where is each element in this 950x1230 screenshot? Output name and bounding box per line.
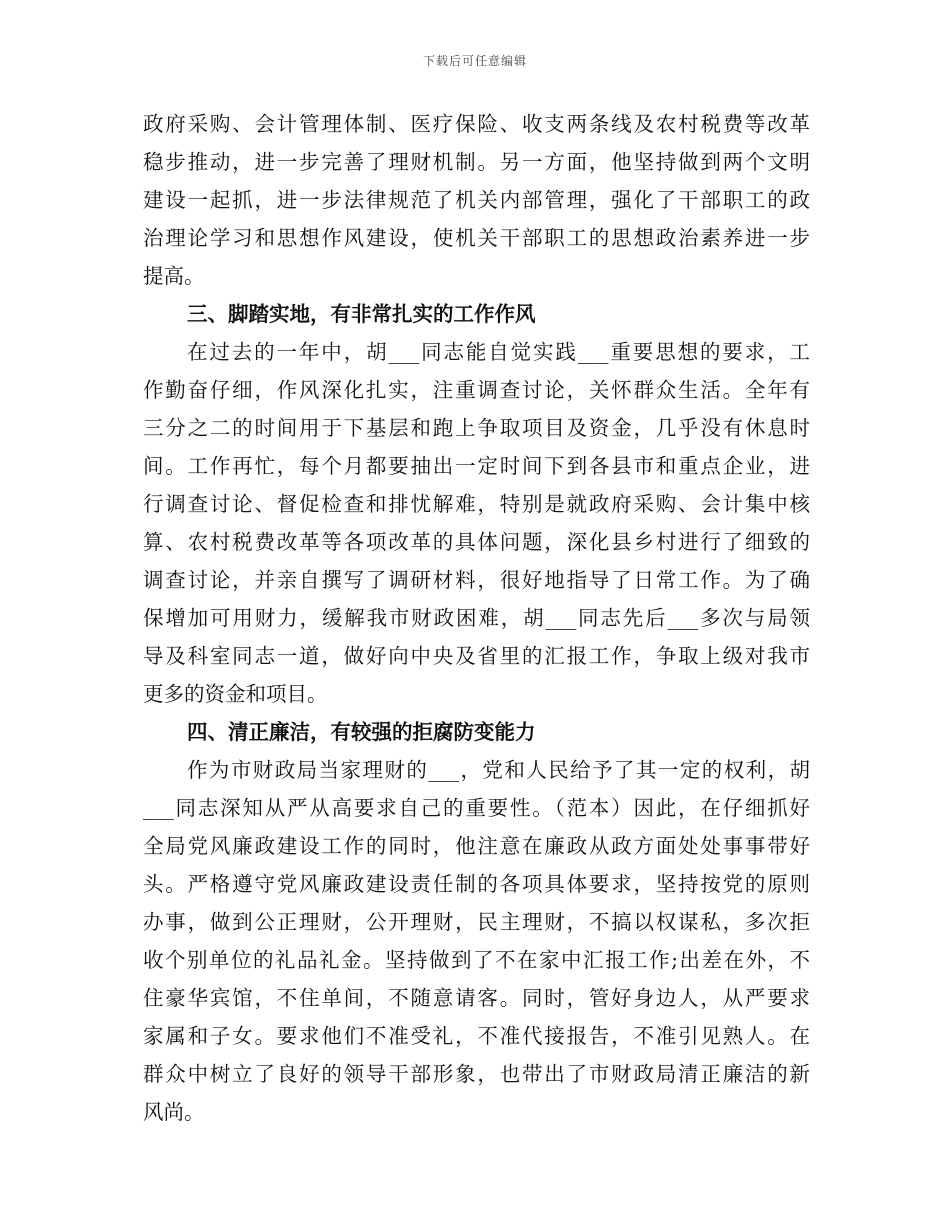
paragraph-line: 治理论学习和思想作风建设，使机关干部职工的思想政治素养进一步	[143, 226, 810, 250]
paragraph-line: 头。严格遵守党风廉政建设责任制的各项具体要求，坚持按党的原则	[143, 872, 810, 896]
paragraph-line: 三分之二的时间用于下基层和跑上争取项目及资金，几乎没有休息时	[143, 416, 810, 440]
page-header: 下载后可任意编辑	[422, 54, 527, 68]
paragraph-line: 住豪华宾馆，不住单间，不随意请客。同时，管好身边人，从严要求	[143, 986, 810, 1010]
paragraph-line: 间。工作再忙，每个月都要抽出一定时间下到各县市和重点企业，进	[143, 454, 810, 478]
paragraph-line: 收个别单位的礼品礼金。坚持做到了不在家中汇报工作;出差在外，不	[143, 948, 810, 972]
paragraph-line: 作为市财政局当家理财的___，党和人民给予了其一定的权利，胡	[187, 758, 810, 782]
paragraph-line: 在过去的一年中，胡___同志能自觉实践___重要思想的要求，工	[187, 340, 810, 364]
section-heading-4: 四、清正廉洁，有较强的拒腐防变能力	[187, 720, 536, 744]
paragraph-line: 保增加可用财力，缓解我市财政困难，胡___同志先后___多次与局领	[143, 606, 810, 630]
paragraph-line: 提高。	[143, 264, 205, 288]
paragraph-line: 调查讨论，并亲自撰写了调研材料，很好地指导了日常工作。为了确	[143, 568, 810, 592]
paragraph-line: 风尚。	[143, 1100, 205, 1124]
paragraph-line: 家属和子女。要求他们不准受礼，不准代接报告，不准引见熟人。在	[143, 1024, 810, 1048]
paragraph-line: ___同志深知从严从高要求自己的重要性。（范本）因此，在仔细抓好	[143, 796, 810, 820]
paragraph-line: 全局党风廉政建设工作的同时，他注意在廉政从政方面处处事事带好	[143, 834, 810, 858]
paragraph-line: 行调查讨论、督促检查和排忧解难，特别是就政府采购、会计集中核	[143, 492, 810, 516]
paragraph-line: 群众中树立了良好的领导干部形象，也带出了市财政局清正廉洁的新	[143, 1062, 810, 1086]
paragraph-line: 建设一起抓，进一步法律规范了机关内部管理，强化了干部职工的政	[143, 188, 810, 212]
paragraph-line: 办事，做到公正理财，公开理财，民主理财，不搞以权谋私，多次拒	[143, 910, 810, 934]
section-heading-3: 三、脚踏实地，有非常扎实的工作作风	[187, 302, 536, 326]
paragraph-line: 更多的资金和项目。	[143, 682, 328, 706]
paragraph-line: 稳步推动，进一步完善了理财机制。另一方面，他坚持做到两个文明	[143, 150, 810, 174]
paragraph-line: 作勤奋仔细，作风深化扎实，注重调查讨论，关怀群众生活。全年有	[143, 378, 810, 402]
document-body	[143, 105, 810, 1131]
paragraph-line: 算、农村税费改革等各项改革的具体问题，深化县乡村进行了细致的	[143, 530, 810, 554]
paragraph-line: 政府采购、会计管理体制、医疗保险、收支两条线及农村税费等改革	[143, 112, 810, 136]
paragraph-line: 导及科室同志一道，做好向中央及省里的汇报工作，争取上级对我市	[143, 644, 810, 668]
